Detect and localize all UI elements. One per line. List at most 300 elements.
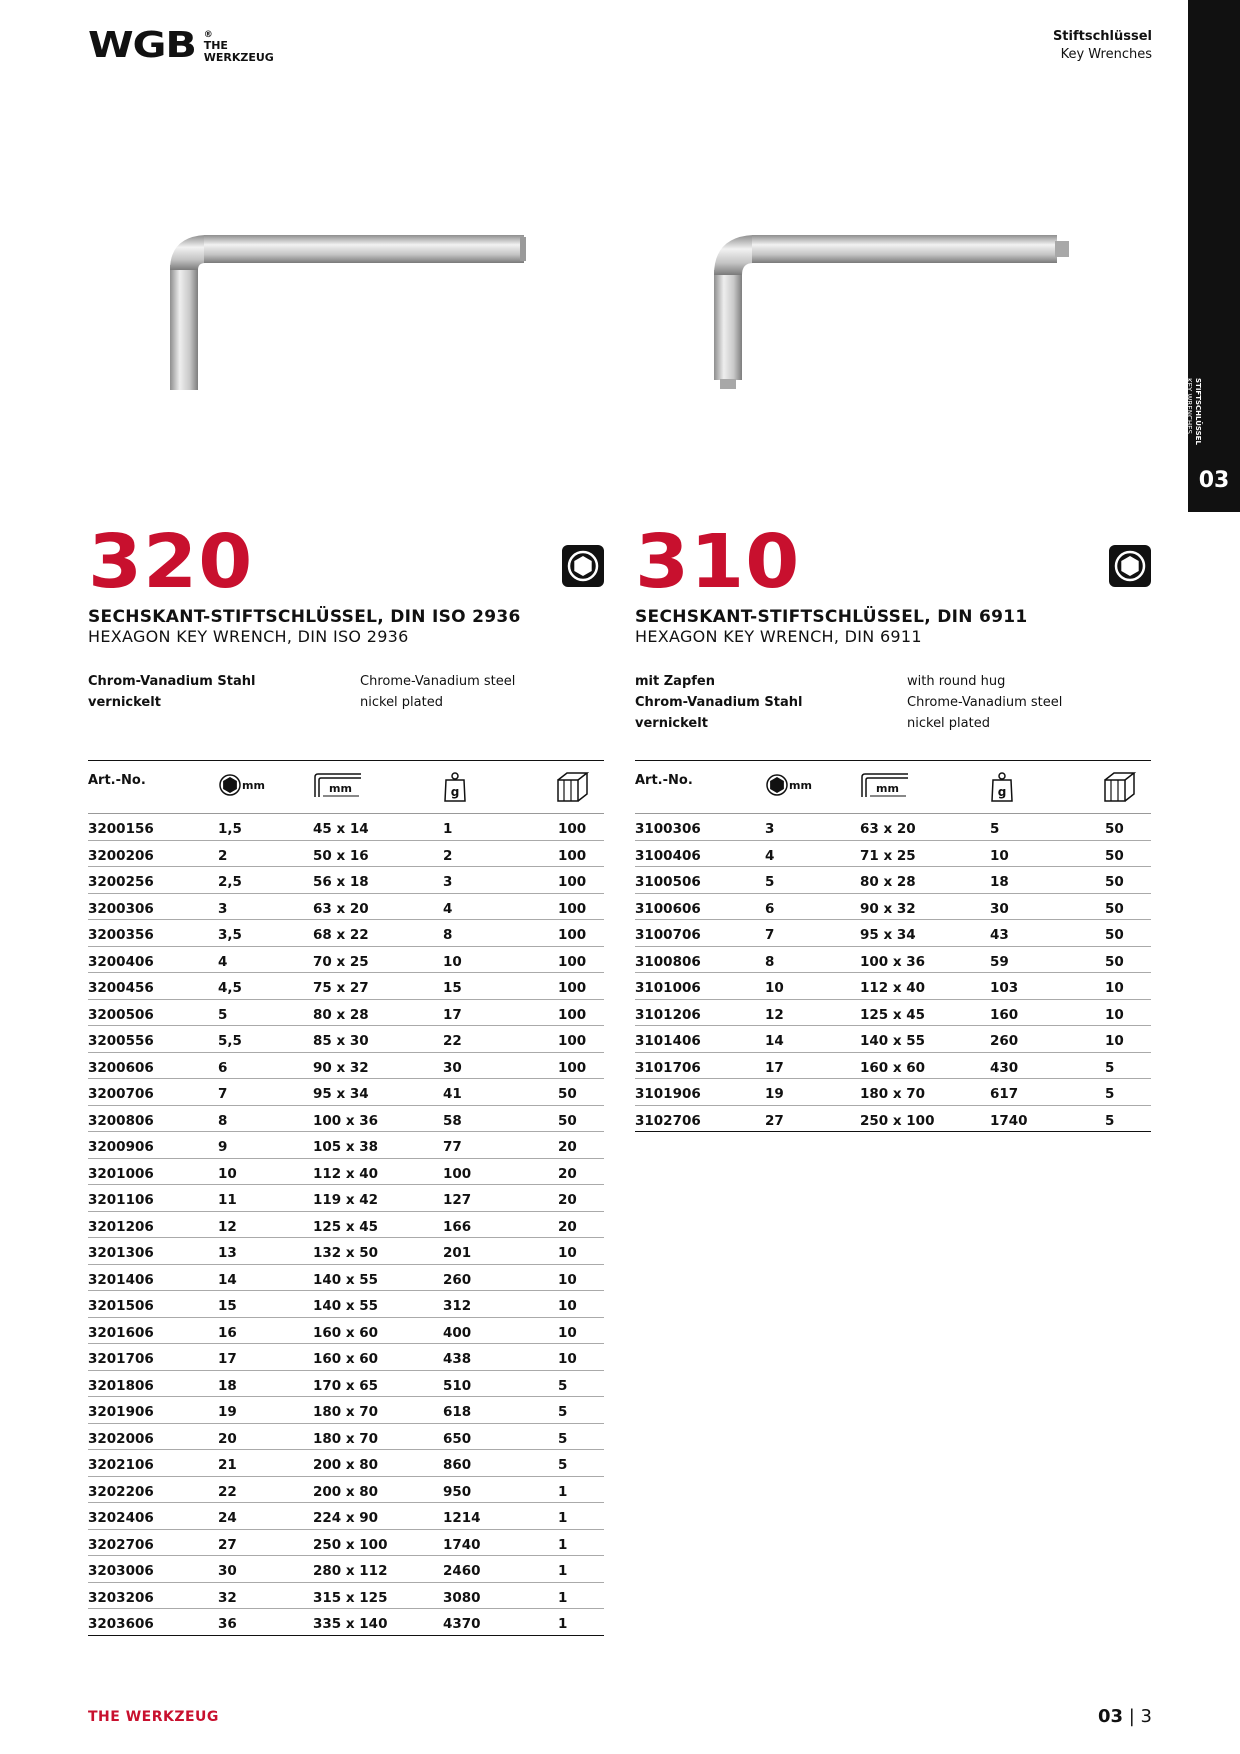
- cell-hex-size: 15: [218, 1298, 237, 1314]
- cell-article-number: 3100506: [635, 874, 701, 890]
- product-title: SECHSKANT-STIFTSCHLÜSSEL, DIN 6911: [635, 607, 1028, 627]
- brand-logo: [88, 25, 274, 66]
- cell-weight: 438: [443, 1351, 472, 1367]
- cell-hex-size: 30: [218, 1563, 237, 1579]
- cell-hex-size: 19: [218, 1404, 237, 1420]
- cell-article-number: 3102706: [635, 1112, 701, 1129]
- cell-weight: 58: [443, 1112, 462, 1129]
- cell-hex-size: 14: [218, 1271, 237, 1288]
- cell-weight: 10: [990, 847, 1009, 864]
- table-row: [88, 1477, 604, 1504]
- logo-line-2: WERKZEUG: [203, 51, 274, 64]
- cell-hex-size: 12: [218, 1218, 237, 1235]
- cell-article-number: 3101206: [635, 1006, 701, 1023]
- cell-article-number: 3100606: [635, 900, 701, 917]
- side-tab-label-en: KEY WRENCHES: [1185, 378, 1193, 434]
- cell-hex-size: 3,5: [218, 927, 242, 943]
- cell-package-qty: 5: [1105, 1086, 1115, 1102]
- cell-weight: 860: [443, 1457, 472, 1473]
- table-row: [635, 947, 1151, 974]
- table-row: [635, 867, 1151, 894]
- side-tab-label-de: STIFTSCHLÜSSEL: [1194, 378, 1202, 445]
- cell-weight: 510: [443, 1377, 472, 1394]
- cell-dimensions: 119 x 42: [313, 1192, 379, 1208]
- cell-dimensions: 90 x 32: [313, 1059, 369, 1076]
- cell-hex-size: 5: [765, 874, 775, 890]
- feature-en: Chrome-Vanadium steel: [360, 674, 516, 689]
- cell-package-qty: 5: [558, 1457, 568, 1473]
- cell-package-qty: 1: [558, 1563, 568, 1579]
- cell-weight: 617: [990, 1086, 1019, 1102]
- cell-dimensions: 80 x 28: [313, 1006, 369, 1023]
- table-header: [635, 761, 1151, 814]
- table-row: [88, 1291, 604, 1318]
- cell-dimensions: 160 x 60: [313, 1324, 379, 1341]
- cell-article-number: 3200556: [88, 1033, 154, 1049]
- cell-hex-size: 10: [765, 980, 784, 996]
- cell-dimensions: 224 x 90: [313, 1510, 379, 1526]
- table-row: [88, 867, 604, 894]
- feature-de: vernickelt: [635, 716, 708, 731]
- cell-dimensions: 280 x 112: [313, 1563, 388, 1579]
- cell-package-qty: 1: [558, 1589, 568, 1606]
- cell-dimensions: 132 x 50: [313, 1245, 379, 1261]
- feature-en: nickel plated: [907, 716, 990, 731]
- table-row: [88, 841, 604, 868]
- cell-hex-size: 7: [218, 1086, 228, 1102]
- feature-de: mit Zapfen: [635, 674, 715, 689]
- header-article-number: Art.-No.: [88, 773, 146, 788]
- cell-package-qty: 100: [558, 1033, 587, 1049]
- cell-dimensions: 105 x 38: [313, 1139, 379, 1155]
- footer-separator: |: [1128, 1706, 1135, 1727]
- table-row: [88, 1132, 604, 1159]
- cell-dimensions: 112 x 40: [860, 980, 926, 996]
- cell-dimensions: 160 x 60: [860, 1059, 926, 1076]
- table-row: [88, 1609, 604, 1636]
- table-row: [635, 973, 1151, 1000]
- cell-package-qty: 50: [1105, 874, 1124, 890]
- hex-key-wrench-320-image: [160, 225, 540, 395]
- product-subtitle: HEXAGON KEY WRENCH, DIN ISO 2936: [88, 627, 409, 646]
- cell-dimensions: 45 x 14: [313, 821, 369, 837]
- cell-package-qty: 5: [558, 1377, 568, 1394]
- cell-hex-size: 19: [765, 1086, 784, 1102]
- cell-article-number: 3201706: [88, 1351, 154, 1367]
- cell-article-number: 3202406: [88, 1510, 154, 1526]
- cell-article-number: 3202206: [88, 1483, 154, 1500]
- cell-package-qty: 1: [558, 1536, 568, 1553]
- cell-dimensions: 56 x 18: [313, 874, 369, 890]
- cell-hex-size: 21: [218, 1457, 237, 1473]
- cell-hex-size: 32: [218, 1589, 237, 1606]
- cell-weight: 312: [443, 1298, 472, 1314]
- cell-weight: 160: [990, 1006, 1019, 1023]
- cell-dimensions: 170 x 65: [313, 1377, 379, 1394]
- cell-weight: 4: [443, 900, 453, 917]
- cell-article-number: 3201206: [88, 1218, 154, 1235]
- cell-hex-size: 3: [218, 900, 228, 917]
- feature-de: Chrom-Vanadium Stahl: [88, 674, 256, 689]
- cell-weight: 4370: [443, 1616, 481, 1632]
- category-header: [1053, 28, 1152, 64]
- cell-package-qty: 10: [558, 1351, 577, 1367]
- cell-hex-size: 2: [218, 847, 228, 864]
- cell-hex-size: 36: [218, 1616, 237, 1632]
- table-row: [635, 920, 1151, 947]
- cell-dimensions: 180 x 70: [313, 1404, 379, 1420]
- cell-weight: 8: [443, 927, 453, 943]
- header-length-unit: mm: [329, 782, 352, 795]
- product-title: SECHSKANT-STIFTSCHLÜSSEL, DIN ISO 2936: [88, 607, 521, 627]
- cell-dimensions: 160 x 60: [313, 1351, 379, 1367]
- cell-article-number: 3201606: [88, 1324, 154, 1341]
- table-row: [88, 894, 604, 921]
- cell-weight: 201: [443, 1245, 472, 1261]
- footer-brand: THE WERKZEUG: [88, 1709, 219, 1725]
- table-row: [635, 1079, 1151, 1106]
- cell-article-number: 3201306: [88, 1245, 154, 1261]
- cell-hex-size: 7: [765, 927, 775, 943]
- cell-dimensions: 85 x 30: [313, 1033, 369, 1049]
- features-en: [360, 671, 515, 713]
- cell-article-number: 3101906: [635, 1086, 701, 1102]
- cell-hex-size: 18: [218, 1377, 237, 1394]
- table-row: [88, 1238, 604, 1265]
- cell-package-qty: 50: [1105, 821, 1124, 837]
- cell-dimensions: 100 x 36: [313, 1112, 379, 1129]
- table-row: [88, 1318, 604, 1345]
- cell-weight: 400: [443, 1324, 472, 1341]
- side-tab-number: 03: [1198, 468, 1230, 493]
- cell-package-qty: 100: [558, 900, 587, 917]
- product-features: [88, 671, 604, 713]
- cell-article-number: 3200406: [88, 953, 154, 970]
- cell-package-qty: 10: [558, 1324, 577, 1341]
- cell-dimensions: 50 x 16: [313, 847, 369, 864]
- table-row: [88, 1212, 604, 1239]
- cell-weight: 1740: [990, 1112, 1028, 1129]
- header-weight-unit: g: [450, 785, 460, 799]
- table-row: [88, 1159, 604, 1186]
- cell-package-qty: 100: [558, 821, 587, 837]
- cell-hex-size: 17: [765, 1059, 784, 1076]
- cell-weight: 650: [443, 1430, 472, 1447]
- cell-hex-size: 11: [218, 1192, 237, 1208]
- category-title-de: Stiftschlüssel: [1052, 29, 1152, 44]
- table-row: [88, 1397, 604, 1424]
- cell-dimensions: 112 x 40: [313, 1165, 379, 1182]
- cell-article-number: 3100806: [635, 953, 701, 970]
- cell-hex-size: 2,5: [218, 874, 242, 890]
- cell-dimensions: 335 x 140: [313, 1616, 388, 1632]
- cell-article-number: 3201806: [88, 1377, 154, 1394]
- cell-package-qty: 5: [1105, 1059, 1115, 1076]
- header-weight-unit: g: [997, 785, 1007, 799]
- feature-en: nickel plated: [360, 695, 443, 710]
- table-row: [88, 814, 604, 841]
- cell-package-qty: 10: [558, 1271, 577, 1288]
- cell-dimensions: 250 x 100: [313, 1536, 388, 1553]
- cell-package-qty: 50: [1105, 953, 1124, 970]
- cell-package-qty: 10: [558, 1298, 577, 1314]
- cell-package-qty: 100: [558, 927, 587, 943]
- cell-dimensions: 125 x 45: [313, 1218, 379, 1235]
- cell-package-qty: 20: [558, 1218, 577, 1235]
- cell-weight: 100: [443, 1165, 472, 1182]
- cell-article-number: 3201006: [88, 1165, 154, 1182]
- table-row: [88, 973, 604, 1000]
- features-de: [88, 671, 360, 713]
- cell-weight: 430: [990, 1059, 1019, 1076]
- cell-weight: 950: [443, 1483, 472, 1500]
- logo-registered-mark: ®: [203, 30, 213, 40]
- table-row: [88, 1079, 604, 1106]
- cell-article-number: 3201506: [88, 1298, 154, 1314]
- table-row: [88, 1265, 604, 1292]
- cell-package-qty: 50: [1105, 847, 1124, 864]
- logo-mark: WGB: [88, 25, 196, 66]
- cell-package-qty: 100: [558, 953, 587, 970]
- cell-hex-size: 6: [765, 900, 775, 917]
- weight-icon: [443, 771, 467, 808]
- cell-package-qty: 5: [558, 1430, 568, 1447]
- cell-hex-size: 1,5: [218, 821, 242, 837]
- hex-key-wrench-310-image: [705, 225, 1085, 395]
- chapter-side-tab: [1185, 0, 1240, 512]
- cell-dimensions: 63 x 20: [313, 900, 369, 917]
- cell-weight: 3: [443, 874, 453, 890]
- product-subtitle: HEXAGON KEY WRENCH, DIN 6911: [635, 627, 922, 646]
- package-icon: [1103, 771, 1137, 808]
- cell-article-number: 3201106: [88, 1192, 154, 1208]
- cell-weight: 3080: [443, 1589, 481, 1606]
- cell-dimensions: 200 x 80: [313, 1457, 379, 1473]
- cell-package-qty: 1: [558, 1483, 568, 1500]
- cell-hex-size: 22: [218, 1483, 237, 1500]
- cell-article-number: 3101706: [635, 1059, 701, 1076]
- cell-article-number: 3200706: [88, 1086, 154, 1102]
- table-row: [88, 1344, 604, 1371]
- cell-package-qty: 50: [1105, 927, 1124, 943]
- features-de: [635, 671, 907, 734]
- table-row: [88, 1556, 604, 1583]
- cell-dimensions: 71 x 25: [860, 847, 916, 864]
- table-row: [88, 1185, 604, 1212]
- table-row: [635, 1106, 1151, 1133]
- cell-weight: 43: [990, 927, 1009, 943]
- cell-package-qty: 100: [558, 847, 587, 864]
- feature-en: Chrome-Vanadium steel: [907, 695, 1063, 710]
- cell-weight: 15: [443, 980, 462, 996]
- cell-package-qty: 100: [558, 874, 587, 890]
- page-number: [1098, 1706, 1152, 1727]
- cell-article-number: 3202006: [88, 1430, 154, 1447]
- cell-article-number: 3200806: [88, 1112, 154, 1129]
- cell-package-qty: 100: [558, 980, 587, 996]
- cell-dimensions: 140 x 55: [860, 1033, 926, 1049]
- table-row: [88, 1026, 604, 1053]
- length-dimension-icon: [313, 771, 363, 804]
- cell-hex-size: 4: [218, 953, 228, 970]
- cell-article-number: 3100706: [635, 927, 701, 943]
- side-tab-label: [1184, 378, 1202, 538]
- cell-dimensions: 75 x 27: [313, 980, 369, 996]
- cell-article-number: 3100306: [635, 821, 701, 837]
- cell-article-number: 3201906: [88, 1404, 154, 1420]
- cell-weight: 166: [443, 1218, 472, 1235]
- feature-de: vernickelt: [88, 695, 161, 710]
- cell-weight: 18: [990, 874, 1009, 890]
- cell-weight: 260: [990, 1033, 1019, 1049]
- hexagon-icon: [1109, 545, 1151, 587]
- cell-article-number: 3101406: [635, 1033, 701, 1049]
- product-number: 320: [88, 519, 254, 605]
- cell-package-qty: 50: [1105, 900, 1124, 917]
- product-320: [88, 519, 604, 713]
- cell-article-number: 3200356: [88, 927, 154, 943]
- table-row: [88, 1053, 604, 1080]
- cell-dimensions: 200 x 80: [313, 1483, 379, 1500]
- weight-icon: [990, 771, 1014, 808]
- logo-line-1: THE: [203, 39, 228, 52]
- cell-weight: 260: [443, 1271, 472, 1288]
- cell-hex-size: 4,5: [218, 980, 242, 996]
- cell-hex-size: 16: [218, 1324, 237, 1341]
- table-row: [88, 1530, 604, 1557]
- cell-article-number: 3203606: [88, 1616, 154, 1632]
- table-row: [635, 841, 1151, 868]
- product-features: [635, 671, 1151, 734]
- cell-weight: 5: [990, 821, 1000, 837]
- cell-dimensions: 180 x 70: [313, 1430, 379, 1447]
- product-310: [635, 519, 1151, 734]
- cell-weight: 1740: [443, 1536, 481, 1553]
- cell-weight: 127: [443, 1192, 472, 1208]
- footer-chapter: 03: [1097, 1706, 1123, 1727]
- cell-hex-size: 8: [765, 953, 775, 970]
- cell-hex-size: 4: [765, 847, 775, 864]
- cell-article-number: 3201406: [88, 1271, 154, 1288]
- table-row: [88, 947, 604, 974]
- cell-dimensions: 315 x 125: [313, 1589, 388, 1606]
- product-table-320: [88, 760, 604, 1636]
- cell-dimensions: 140 x 55: [313, 1271, 379, 1288]
- cell-weight: 30: [990, 900, 1009, 917]
- cell-weight: 41: [443, 1086, 462, 1102]
- table-row: [635, 894, 1151, 921]
- cell-dimensions: 180 x 70: [860, 1086, 926, 1102]
- cell-dimensions: 90 x 32: [860, 900, 916, 917]
- cell-package-qty: 10: [1105, 980, 1124, 996]
- cell-dimensions: 95 x 34: [313, 1086, 369, 1102]
- cell-article-number: 3202706: [88, 1536, 154, 1553]
- cell-hex-size: 27: [765, 1112, 784, 1129]
- table-row: [635, 1026, 1151, 1053]
- cell-hex-size: 14: [765, 1033, 784, 1049]
- hexagon-size-icon: [218, 771, 268, 804]
- cell-article-number: 3101006: [635, 980, 701, 996]
- package-icon: [556, 771, 590, 808]
- cell-weight: 10: [443, 953, 462, 970]
- table-row: [88, 1000, 604, 1027]
- cell-hex-size: 3: [765, 821, 775, 837]
- cell-package-qty: 50: [558, 1086, 577, 1102]
- cell-dimensions: 100 x 36: [860, 953, 926, 970]
- cell-dimensions: 140 x 55: [313, 1298, 379, 1314]
- cell-article-number: 3200456: [88, 980, 154, 996]
- cell-article-number: 3203006: [88, 1563, 154, 1579]
- table-row: [635, 814, 1151, 841]
- product-table-310: [635, 760, 1151, 1132]
- cell-dimensions: 68 x 22: [313, 927, 369, 943]
- cell-hex-size: 10: [218, 1165, 237, 1182]
- cell-weight: 17: [443, 1006, 462, 1023]
- cell-hex-size: 17: [218, 1351, 237, 1367]
- cell-article-number: 3200506: [88, 1006, 154, 1023]
- cell-article-number: 3200306: [88, 900, 154, 917]
- feature-en: with round hug: [907, 674, 1006, 689]
- feature-de: Chrom-Vanadium Stahl: [635, 695, 803, 710]
- table-row: [635, 1053, 1151, 1080]
- header-length-unit: mm: [876, 782, 899, 795]
- cell-package-qty: 20: [558, 1139, 577, 1155]
- cell-weight: 22: [443, 1033, 462, 1049]
- cell-dimensions: 70 x 25: [313, 953, 369, 970]
- cell-hex-size: 24: [218, 1510, 237, 1526]
- cell-package-qty: 20: [558, 1165, 577, 1182]
- cell-weight: 2460: [443, 1563, 481, 1579]
- cell-package-qty: 10: [1105, 1033, 1124, 1049]
- cell-weight: 2: [443, 847, 453, 864]
- cell-package-qty: 10: [558, 1245, 577, 1261]
- table-row: [88, 1106, 604, 1133]
- logo-text: [204, 28, 274, 64]
- product-number: 310: [635, 519, 801, 605]
- cell-hex-size: 5,5: [218, 1033, 242, 1049]
- cell-dimensions: 250 x 100: [860, 1112, 935, 1129]
- cell-package-qty: 50: [558, 1112, 577, 1129]
- header-hex-size-unit: mm: [242, 779, 265, 792]
- header-article-number: Art.-No.: [635, 773, 693, 788]
- cell-dimensions: 95 x 34: [860, 927, 916, 943]
- cell-weight: 618: [443, 1404, 472, 1420]
- cell-weight: 1214: [443, 1510, 481, 1526]
- cell-weight: 77: [443, 1139, 462, 1155]
- cell-hex-size: 20: [218, 1430, 237, 1447]
- header-hex-size-unit: mm: [789, 779, 812, 792]
- cell-hex-size: 6: [218, 1059, 228, 1076]
- hexagon-icon: [562, 545, 604, 587]
- cell-weight: 103: [990, 980, 1019, 996]
- length-dimension-icon: [860, 771, 910, 804]
- cell-package-qty: 1: [558, 1510, 568, 1526]
- cell-article-number: 3203206: [88, 1589, 154, 1606]
- cell-weight: 30: [443, 1059, 462, 1076]
- table-row: [88, 920, 604, 947]
- cell-package-qty: 1: [558, 1616, 568, 1632]
- hexagon-size-icon: [765, 771, 815, 804]
- cell-weight: 1: [443, 821, 453, 837]
- cell-hex-size: 8: [218, 1112, 228, 1129]
- table-row: [88, 1424, 604, 1451]
- cell-package-qty: 100: [558, 1059, 587, 1076]
- cell-dimensions: 63 x 20: [860, 821, 916, 837]
- cell-article-number: 3200156: [88, 821, 154, 837]
- cell-article-number: 3200256: [88, 874, 154, 890]
- cell-package-qty: 20: [558, 1192, 577, 1208]
- cell-package-qty: 100: [558, 1006, 587, 1023]
